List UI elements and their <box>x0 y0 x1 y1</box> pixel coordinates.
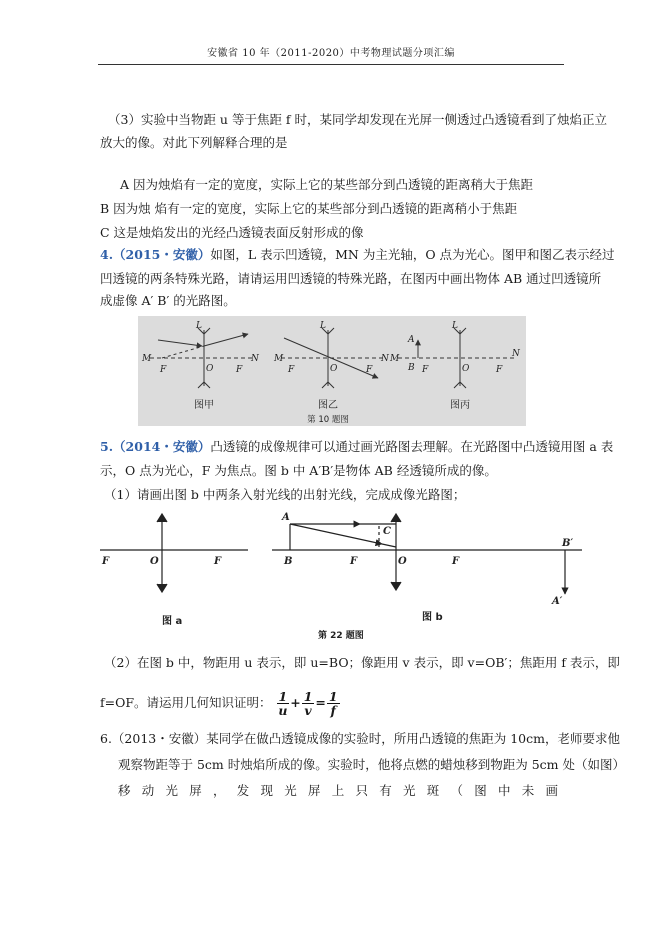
figb-label-a: A <box>282 512 290 523</box>
fig3-label-f2: F <box>496 365 503 375</box>
fig3-label-n: N <box>512 349 520 359</box>
q5-part2-text: f=OF。请运用几何知识证明： <box>100 695 272 710</box>
figa-caption: 图 a <box>162 616 183 627</box>
fig1-label-f1: F <box>160 365 167 375</box>
q3-line1: （3）实验中当物距 u 等于焦距 f 时，某同学却发现在光屏一侧透过凸透镜看到了烛焰正立 <box>108 112 608 127</box>
formula-frac-u: $\frac{1}{u}$ <box>278 689 288 718</box>
fig3-label-b: B <box>408 363 415 373</box>
q4-line2: 凹透镜的两条特殊光路，请请运用凹透镜的特殊光路，在图丙中画出物体 AB 通过凹透镜所 <box>100 271 602 286</box>
page-header: 安徽省 10 年（2011-2020）中考物理试题分项汇编 <box>98 44 564 65</box>
formula-plus: + <box>290 695 301 710</box>
formula-frac-v: $\frac{1}{v}$ <box>303 689 313 718</box>
fig3-label-o: O <box>462 364 470 374</box>
fig1-caption: 图甲 <box>194 400 214 411</box>
q3-option-a: A 因为烛焰有一定的宽度，实际上它的某些部分到凸透镜的距离稍大于焦距 <box>120 177 534 192</box>
q5-part2-line1: （2）在图 b 中，物距用 u 表示，即 u=BO；像距用 v 表示，即 v=OB′；焦距用 f 表示，即 <box>104 655 620 670</box>
fig2-label-f2: F <box>366 365 373 375</box>
fig1-label-n: N <box>251 354 259 364</box>
fig2-label-l: L <box>320 321 326 331</box>
q5-label: 5.（2014・安徽） <box>100 439 211 454</box>
figa-label-f1: F <box>102 556 110 567</box>
q5-line2: 示，O 点为光心，F 为焦点。图 b 中 A′B′是物体 AB 经透镜所成的像。 <box>100 463 497 478</box>
q4-text-1: 如图，L 表示凹透镜，MN 为主光轴，O 点为光心。图甲和图乙表示经过 <box>210 247 615 262</box>
fig3-label-f1: F <box>422 365 429 375</box>
q3-option-c: C 这是烛焰发出的光经凸透镜表面反射形成的像 <box>100 225 364 240</box>
fig3-caption: 图丙 <box>450 400 470 411</box>
fig2-label-m: M <box>274 354 284 364</box>
q4-figure-title: 第 10 题图 <box>307 415 349 425</box>
figa-label-o: O <box>150 556 159 567</box>
fig3-label-l: L <box>452 321 458 331</box>
q3-option-b: B 因为烛 焰有一定的宽度，实际上它的某些部分到凸透镜的距离稍小于焦距 <box>100 201 518 216</box>
figb-label-b: B <box>284 556 293 567</box>
q5-figure <box>96 506 586 646</box>
figb-label-bp: B′ <box>562 538 574 549</box>
q5-part2-line2 <box>100 686 341 720</box>
fig2-caption: 图乙 <box>318 400 338 411</box>
fig2-label-o: O <box>330 364 338 374</box>
q4-figure <box>138 316 526 426</box>
q6-line3: 移 动 光 屏 ， 发 现 光 屏 上 只 有 光 斑 （ 图 中 未 画 <box>118 783 558 798</box>
q5-figure-title: 第 22 题图 <box>318 631 364 641</box>
formula-equals: = <box>315 695 326 710</box>
formula-frac-f: $\frac{1}{f}$ <box>328 689 338 718</box>
q4-line1 <box>100 246 615 264</box>
fig1-label-l: L <box>196 321 202 331</box>
figb-label-f1: F <box>350 556 358 567</box>
q4-label: 4.（2015・安徽） <box>100 247 211 262</box>
figb-label-f2: F <box>452 556 460 567</box>
q6-line2: 观察物距等于 5cm 时烛焰所成的像。实验时，他将点燃的蜡烛移到物距为 5cm 处（如图） <box>118 757 626 772</box>
figb-label-ap: A′ <box>552 596 563 607</box>
q5-line1 <box>100 438 613 456</box>
q6-line1: 6.（2013・安徽）某同学在做凸透镜成像的实验时，所用凸透镜的焦距为 10cm，老师要求他 <box>100 731 620 746</box>
figb-label-c: C <box>383 526 391 537</box>
figb-caption: 图 b <box>422 612 443 623</box>
fig3-label-m: M <box>390 354 400 364</box>
fig3-label-a: A <box>408 335 415 345</box>
q5-text-1: 凸透镜的成像规律可以通过画光路图去理解。在光路图中凸透镜用图 a 表 <box>210 439 614 454</box>
fig1-label-f2: F <box>236 365 243 375</box>
fig2-label-f1: F <box>288 365 295 375</box>
fig1-label-o: O <box>206 364 214 374</box>
q5-line3: （1）请画出图 b 中两条入射光线的出射光线，完成成像光路图； <box>104 487 466 502</box>
fig1-label-m: M <box>142 354 152 364</box>
figa-label-f2: F <box>214 556 222 567</box>
q3-line2: 放大的像。对此下列解释合理的是 <box>100 135 288 150</box>
fig2-label-n: N <box>381 354 389 364</box>
figb-label-o: O <box>398 556 407 567</box>
q4-line3: 成虚像 A′ B′ 的光路图。 <box>100 293 236 308</box>
